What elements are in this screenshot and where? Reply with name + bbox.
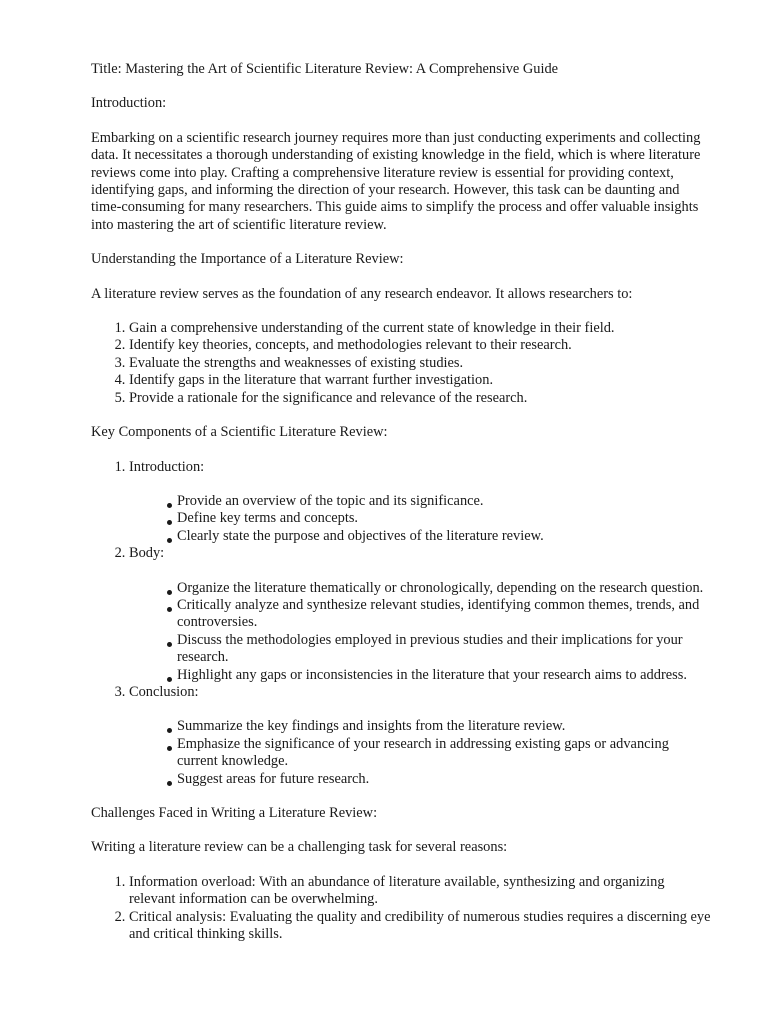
section-label: Body: (129, 545, 165, 562)
list-item: 1. Information overload: With an abundance of literature available, synthesizing and organizing relevant information can be overwhelming. (129, 874, 711, 909)
list-item: 2. Critical analysis: Evaluating the quality and credibility of numerous studies requires a discerning eye and critical thinking skills. (129, 909, 711, 944)
importance-heading: Understanding the Importance of a Literature Review: (91, 251, 404, 268)
list-item: 5. Provide a rationale for the significance and relevance of the research. (129, 390, 711, 407)
challenges-list (91, 874, 711, 944)
bullet-list (129, 580, 711, 684)
bullet-item: Organize the literature thematically or chronologically, depending on the research question. (167, 580, 711, 597)
document-page (91, 61, 711, 960)
bullet-item: Discuss the methodologies employed in previous studies and their implications for your research. (167, 632, 711, 667)
importance-list (91, 320, 711, 407)
challenges-paragraph: Writing a literature review can be a challenging task for several reasons: (91, 839, 508, 856)
list-item: 3. Evaluate the strengths and weaknesses of existing studies. (129, 355, 711, 372)
bullet-item: Define key terms and concepts. (167, 510, 711, 527)
intro-heading: Introduction: (91, 95, 167, 112)
bullet-item: Summarize the key findings and insights from the literature review. (167, 718, 711, 735)
components-list (91, 459, 711, 789)
document-title: Title: Mastering the Art of Scientific Literature Review: A Comprehensive Guide (91, 61, 559, 77)
bullet-item: Critically analyze and synthesize relevant studies, identifying common themes, trends, and controversies. (167, 597, 711, 632)
component-section-introduction (129, 459, 711, 546)
list-item: 2. Identify key theories, concepts, and methodologies relevant to their research. (129, 337, 711, 354)
bullet-list (129, 493, 711, 545)
bullet-item: Clearly state the purpose and objectives of the literature review. (167, 528, 711, 545)
section-label: Conclusion: (129, 683, 199, 700)
component-section-conclusion (129, 684, 711, 788)
bullet-item: Suggest areas for future research. (167, 771, 711, 788)
importance-paragraph: A literature review serves as the foundation of any research endeavor. It allows researchers to: (91, 285, 633, 302)
list-item: 4. Identify gaps in the literature that warrant further investigation. (129, 372, 711, 389)
bullet-item: Highlight any gaps or inconsistencies in the literature that your research aims to address. (167, 667, 711, 684)
section-label: Introduction: (129, 458, 205, 475)
bullet-item: Provide an overview of the topic and its significance. (167, 493, 711, 510)
components-heading: Key Components of a Scientific Literature Review: (91, 424, 388, 441)
list-item: 1. Gain a comprehensive understanding of the current state of knowledge in their field. (129, 320, 711, 337)
bullet-list (129, 718, 711, 788)
bullet-item: Emphasize the significance of your research in addressing existing gaps or advancing current knowledge. (167, 736, 711, 771)
intro-paragraph: Embarking on a scientific research journey requires more than just conducting experiments and collecting data. It necessitates a thorough understanding of existing knowledge in the field, which is where literature reviews come into play. Crafting a comprehensive literature review is essential for providing context, identifying gaps, and informing the direction of your research. However, this task can be daunting and time-consuming for many researchers. This guide aims to simplify the process and offer valuable insights into mastering the art of scientific literature review. (91, 129, 701, 233)
challenges-heading: Challenges Faced in Writing a Literature Review: (91, 805, 378, 821)
component-section-body (129, 545, 711, 684)
